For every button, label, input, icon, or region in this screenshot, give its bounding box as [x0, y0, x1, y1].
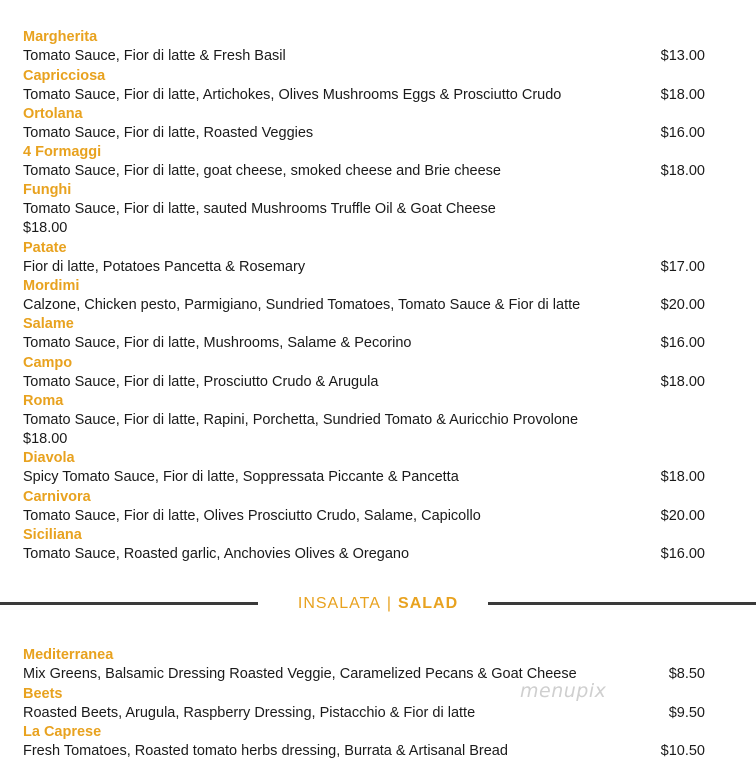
section-title-italian: INSALATA — [297, 595, 381, 612]
item-desc-capricciosa: Tomato Sauce, Fior di latte, Artichokes, Olives Mushrooms Eggs & Prosciutto Crudo — [23, 87, 562, 103]
item-name-roma: Roma — [23, 393, 64, 409]
item-name-funghi: Funghi — [23, 182, 72, 198]
item-price-roma: $18.00 — [23, 431, 68, 447]
item-price-margherita: $13.00 — [660, 48, 705, 64]
item-name-mediterranea: Mediterranea — [23, 647, 114, 663]
item-name-beets: Beets — [23, 686, 63, 702]
item-price-ortolana: $16.00 — [660, 125, 705, 141]
item-price-la-caprese: $10.50 — [660, 743, 705, 759]
item-name-diavola: Diavola — [23, 450, 75, 466]
item-desc-diavola: Spicy Tomato Sauce, Fior di latte, Soppressata Piccante & Pancetta — [23, 469, 459, 485]
item-desc-siciliana: Tomato Sauce, Roasted garlic, Anchovies Olives & Oregano — [23, 546, 410, 562]
item-desc-campo: Tomato Sauce, Fior di latte, Prosciutto Crudo & Arugula — [23, 374, 379, 390]
item-price-diavola: $18.00 — [660, 469, 705, 485]
item-name-mordimi: Mordimi — [23, 278, 80, 294]
item-desc-patate: Fior di latte, Potatoes Pancetta & Rosemary — [23, 259, 306, 275]
item-price-patate: $17.00 — [660, 259, 705, 275]
item-desc-roma: Tomato Sauce, Fior di latte, Rapini, Porchetta, Sundried Tomato & Auricchio Provolone — [23, 412, 579, 428]
item-desc-mordimi: Calzone, Chicken pesto, Parmigiano, Sundried Tomatoes, Tomato Sauce & Fior di latte — [23, 297, 581, 313]
item-name-campo: Campo — [23, 355, 73, 371]
item-desc-4-formaggi: Tomato Sauce, Fior di latte, goat cheese, smoked cheese and Brie cheese — [23, 163, 501, 179]
item-desc-ortolana: Tomato Sauce, Fior di latte, Roasted Veggies — [23, 125, 314, 141]
item-desc-margherita: Tomato Sauce, Fior di latte & Fresh Basil — [23, 48, 286, 64]
item-desc-carnivora: Tomato Sauce, Fior di latte, Olives Prosciutto Crudo, Salame, Capicollo — [23, 508, 481, 524]
item-desc-salame: Tomato Sauce, Fior di latte, Mushrooms, Salame & Pecorino — [23, 335, 412, 351]
item-price-salame: $16.00 — [660, 335, 705, 351]
menupix-watermark: menupix — [520, 680, 607, 702]
item-name-la-caprese: La Caprese — [23, 724, 102, 740]
item-name-capricciosa: Capricciosa — [23, 68, 106, 84]
item-price-beets: $9.50 — [668, 705, 705, 721]
item-price-campo: $18.00 — [660, 374, 705, 390]
item-name-margherita: Margherita — [23, 29, 98, 45]
item-price-funghi: $18.00 — [23, 220, 68, 236]
item-name-siciliana: Siciliana — [23, 527, 82, 543]
item-price-capricciosa: $18.00 — [660, 87, 705, 103]
item-price-mordimi: $20.00 — [660, 297, 705, 313]
item-price-4-formaggi: $18.00 — [660, 163, 705, 179]
item-desc-la-caprese: Fresh Tomatoes, Roasted tomato herbs dressing, Burrata & Artisanal Bread — [23, 743, 508, 759]
item-name-ortolana: Ortolana — [23, 106, 83, 122]
section-divider-right — [488, 602, 756, 605]
item-desc-funghi: Tomato Sauce, Fior di latte, sauted Mushrooms Truffle Oil & Goat Cheese — [23, 201, 496, 217]
item-desc-beets: Roasted Beets, Arugula, Raspberry Dressing, Pistacchio & Fior di latte — [23, 705, 476, 721]
item-name-salame: Salame — [23, 316, 74, 332]
item-name-patate: Patate — [23, 240, 67, 256]
item-desc-mediterranea: Mix Greens, Balsamic Dressing Roasted Veggie, Caramelized Pecans & Goat Cheese — [23, 666, 577, 682]
item-name-4-formaggi: 4 Formaggi — [23, 144, 102, 160]
section-title-english: SALAD — [398, 595, 459, 612]
section-title-separator: | — [386, 595, 393, 612]
item-price-siciliana: $16.00 — [660, 546, 705, 562]
item-name-carnivora: Carnivora — [23, 489, 91, 505]
item-price-mediterranea: $8.50 — [668, 666, 705, 682]
item-price-carnivora: $20.00 — [660, 508, 705, 524]
